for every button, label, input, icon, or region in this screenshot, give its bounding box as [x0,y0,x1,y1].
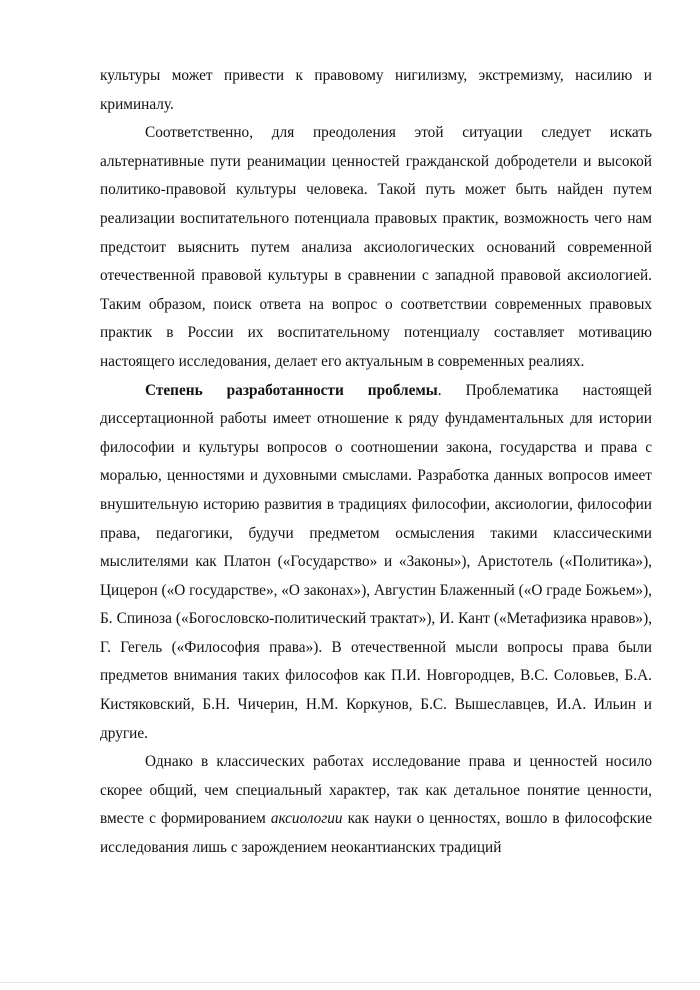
italic-term: аксиологии [270,810,343,828]
paragraph-4 [100,748,652,862]
section-heading: Степень разработанности проблемы [145,381,438,399]
paragraph-4-end: как науки о ценностях, вошло в философские исследования лишь с зарождением неокантианских традиций [100,810,652,857]
document-page [100,62,652,863]
paragraph-1: культуры может привести к правовому нигилизму, экстремизму, насилию и криминалу. [100,67,652,113]
paragraph-4-start: Однако в классических работах исследование права и ценностей носило скорее общий, чем специальный характер, так как детальное понятие ценности, вместе с формированием [100,753,652,828]
paragraph-2: Соответственно, для преодоления этой ситуации следует искать альтернативные пути реанимации ценностей гражданской добродетели и высокой политико-правовой культуры человека. Такой путь может быть найден путем реализации воспитательного потенциала правовых практик, возможность чего нам предстоит выяснить путем анализа аксиологических оснований современной отечественной правовой культуры в сравнении с западной правовой аксиологией. Таким образом, поиск ответа на вопрос о соответствии современных правовых практик в России их воспитательному потенциалу составляет мотивацию настоящего исследования, делает его актуальным в современных реалиях. [100,124,652,370]
paragraph-3-body: . Проблематика настоящей диссертационной работы имеет отношение к ряду фундаментальных для истории философии и культуры вопросов о соотношении закона, государства и права с моралью, ценностями и духовными смыслами. Разработка данных вопросов имеет внушительную историю развития в традициях философии, аксиологии, философии права, педагогики, будучи предметом осмысления такими классическими мыслителями как Платон («Государство» и «Законы»), Аристотель («Политика»), Цицерон («О государстве», «О законах»), Августин Блаженный («О граде Божьем»), Б. Спиноза («Богословско-политический трактат»), И. Кант («Метафизика нравов»), Г. Гегель («Философия права»). В отечественной мысли вопросы права были предметов внимания таких философов как П.И. Новгородцев, В.С. Соловьев, Б.А. Кистяковский, Б.Н. Чичерин, Н.М. Коркунов, Б.С. Вышеславцев, И.А. Ильин и другие. [100,381,652,742]
page-bottom-edge [0,982,700,983]
paragraph-3 [100,377,652,749]
